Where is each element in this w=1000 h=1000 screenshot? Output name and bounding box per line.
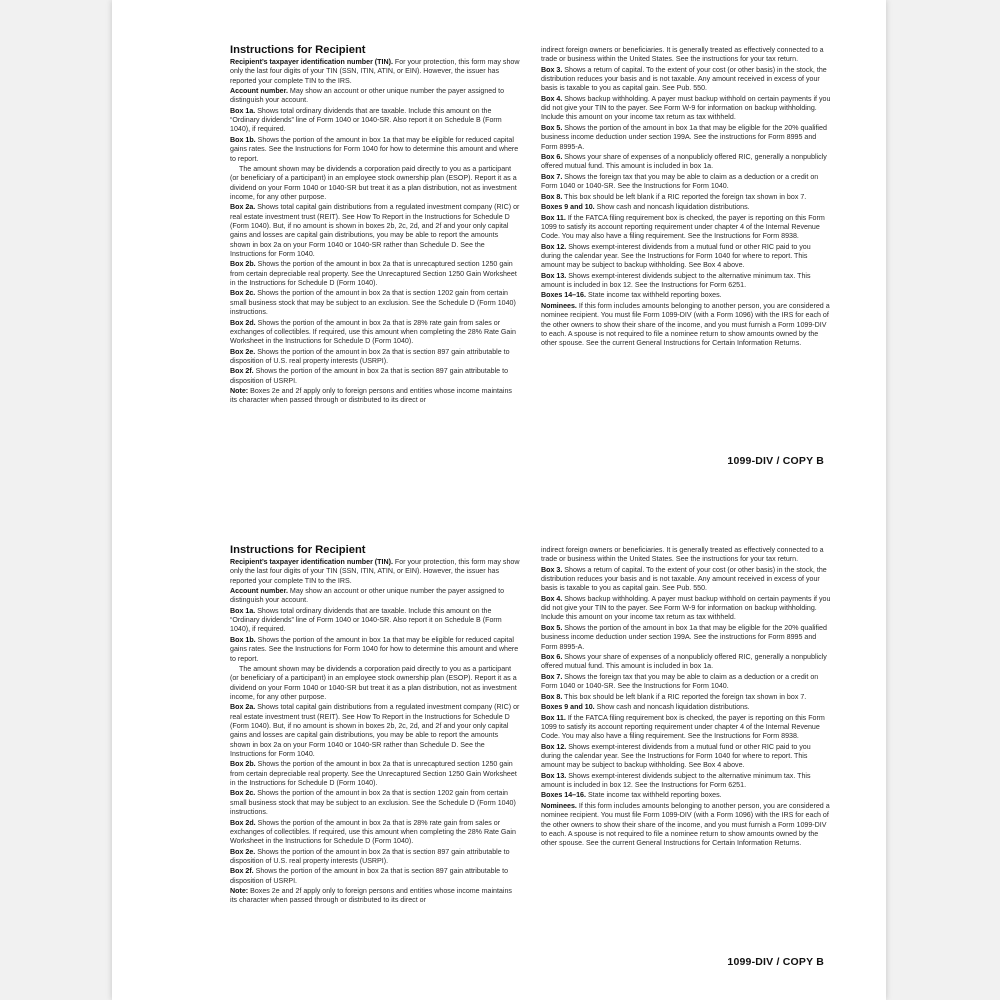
instructions-copy-bottom [230,544,831,994]
paragraph-label: Box 2b. [230,760,256,769]
paragraph-label: Box 7. [541,672,563,681]
paragraph-text: Shows the portion of the amount in box 1a that may be eligible for reduced capital gains rates. See the Instructions for Form 1040 for how to determine this amount and where to report. [230,635,519,663]
instruction-paragraph [541,714,831,742]
paragraph-label: Box 2d. [230,818,256,827]
paragraph-text: Shows exempt-interest dividends from a mutual fund or other RIC paid to you during the calendar year. See the Instructions for Form 1040 for where to report. This amount may be subject to backup withholding. See Box 4 above. [541,742,811,770]
paragraph-text: Shows the portion of the amount in box 1a that may be eligible for reduced capital gains rates. See the Instructions for Form 1040 for how to determine this amount and where to report. [230,135,519,163]
instruction-paragraph [541,693,831,702]
paragraph-label: Box 12. [541,242,567,251]
paragraph-label: Box 8. [541,692,563,701]
instruction-paragraph [230,558,520,586]
instruction-paragraph [230,348,520,367]
paragraph-label: Account number. [230,87,288,96]
paragraph-text: Shows your share of expenses of a nonpublicly offered RIC, generally a nonpublicly offered mutual fund. This amount is included in box 1a. [541,153,827,171]
instruction-paragraph [541,95,831,123]
instruction-paragraph [230,387,520,406]
instruction-paragraph [541,566,831,594]
paragraph-label: Box 12. [541,742,567,751]
paragraph-label: Box 13. [541,771,567,780]
paragraph-text: Shows the portion of the amount in box 2a that is unrecaptured section 1250 gain from certain depreciable real property. See the Unrecaptured Section 1250 Gain Worksheet in the Instructions for Schedule D (Form 1040). [230,260,517,287]
instruction-paragraph [541,624,831,652]
paragraph-text: Shows a return of capital. To the extent of your cost (or other basis) in the stock, the distribution reduces your basis and is not taxable. Any amount received in excess of your basis is taxable to you as capital gain. See Pub. 550. [541,565,827,593]
paragraph-label: Boxes 14–16. [541,791,586,800]
paragraph-text: Shows the portion of the amount in box 1a that may be eligible for the 20% qualified business income deduction under section 199A. See the instructions for Form 8995 and Form 8995-A. [541,123,827,151]
right-paragraphs [541,546,831,848]
paragraph-text: Boxes 2e and 2f apply only to foreign persons and entities whose income maintains its character when passed through or distributed to its direct or [230,887,512,905]
instruction-paragraph [230,319,520,347]
paragraph-text: The amount shown may be dividends a corporation paid directly to you as a participant (or beneficiary of a participant) in an employee stock ownership plan (ESOP). Report it as a dividend on your Form 1040 or 1040-SR but treat it as a plan distribution, not as investment income, for any other purpose. [230,665,517,701]
paragraph-text: This box should be left blank if a RIC reported the foreign tax shown in box 7. [562,692,807,701]
instruction-paragraph [230,703,520,759]
paragraph-text: Shows the portion of the amount in box 2a that is section 897 gain attributable to disposition of U.S. real property interests (USRPI). [230,347,510,365]
paragraph-text: Shows the portion of the amount in box 2a that is 28% rate gain from sales or exchanges of collectibles. If required, use this amount when completing the 28% Rate Gain Worksheet in the Instructions for Schedule D (Form 1040). [230,318,516,346]
paragraph-label: Box 3. [541,565,563,574]
paragraph-label: Box 2f. [230,367,254,376]
paragraph-text: If this form includes amounts belonging to another person, you are considered a nominee recipient. You must file Form 1099-DIV (with a Form 1096) with the IRS for each of the other owners to show their share of the income, and you must furnish a Form 1099-DIV to each. A spouse is not required to file a nominee return to show amounts owned by the other spouse. See the current General Instructions for Certain Information Returns. [541,301,830,348]
left-column [230,44,520,407]
instruction-paragraph [541,772,831,791]
instruction-paragraph [541,673,831,692]
instruction-paragraph [541,743,831,771]
instruction-paragraph [230,636,520,664]
left-paragraphs [230,558,520,906]
paragraph-label: Note: [230,387,249,396]
paragraph-text: Shows the portion of the amount in box 2a that is unrecaptured section 1250 gain from certain depreciable real property. See the Unrecaptured Section 1250 Gain Worksheet in the Instructions for Schedule D (Form 1040). [230,760,517,787]
paragraph-text: Shows backup withholding. A payer must backup withhold on certain payments if you did not give your TIN to the payer. See Form W-9 for information on backup withholding. Include this amount on your income tax return as tax withheld. [541,94,831,122]
instruction-paragraph [230,887,520,906]
paragraph-label: Box 7. [541,172,563,181]
right-paragraphs [541,46,831,348]
instruction-paragraph [541,802,831,848]
paragraph-text: Show cash and noncash liquidation distributions. [594,203,750,212]
paragraph-label: Box 4. [541,94,563,103]
instruction-paragraph [230,367,520,386]
paragraph-text: Shows the portion of the amount in box 2a that is section 1202 gain from certain small business stock that may be subject to an exclusion. See the Schedule D (Form 1040) instructions. [230,789,516,817]
instruction-paragraph [541,214,831,242]
paragraph-label: Box 2d. [230,318,256,327]
paragraph-text: Shows the foreign tax that you may be able to claim as a deduction or a credit on Form 1040 or 1040-SR. See the Instructions for Form 1040. [541,672,819,691]
left-column [230,544,520,907]
paragraph-text: Shows exempt-interest dividends subject to the alternative minimum tax. This amount is included in box 12. See the Instructions for Form 6251. [541,271,811,289]
paragraph-text: indirect foreign owners or beneficiaries. It is generally treated as effectively connected to a trade or business within the United States. See the instructions for your tax return. [541,546,824,564]
paragraph-text: Shows total ordinary dividends that are taxable. Include this amount on the “Ordinary dividends” line of Form 1040 or 1040-SR. Also report it on Schedule B (Form 1040), if required. [230,106,502,134]
paragraph-text: Shows the portion of the amount in box 2a that is section 897 gain attributable to disposition of USRPI. [230,367,509,385]
paragraph-text: Shows exempt-interest dividends from a mutual fund or other RIC paid to you during the calendar year. See the Instructions for Form 1040 for where to report. This amount may be subject to backup withholding. See Box 4 above. [541,242,811,270]
instruction-paragraph [541,173,831,192]
instruction-paragraph [230,136,520,164]
paragraph-text: State income tax withheld reporting boxes. [585,291,722,300]
instruction-paragraph [230,165,520,202]
paragraph-text: The amount shown may be dividends a corporation paid directly to you as a participant (or beneficiary of a participant) in an employee stock ownership plan (ESOP). Report it as a dividend on your Form 1040 or 1040-SR but treat it as a plan distribution, not as investment income, for any other purpose. [230,165,517,201]
instruction-paragraph [230,819,520,847]
paragraph-text: Boxes 2e and 2f apply only to foreign persons and entities whose income maintains its character when passed through or distributed to its direct or [230,387,512,405]
instruction-paragraph [230,289,520,317]
instructions-copy-top [230,44,831,494]
paragraph-label: Box 5. [541,623,563,632]
form-copy-label: 1099-DIV / COPY B [727,956,824,968]
instruction-paragraph [230,665,520,702]
paragraph-text: Shows the portion of the amount in box 2a that is section 897 gain attributable to disposition of U.S. real property interests (USRPI). [230,847,510,865]
paragraph-label: Box 5. [541,123,563,132]
paragraph-text: Shows the portion of the amount in box 2a that is section 897 gain attributable to disposition of USRPI. [230,867,509,885]
paragraph-label: Box 6. [541,653,563,662]
paragraph-label: Box 1a. [230,606,256,615]
instruction-paragraph [230,760,520,788]
paragraph-text: This box should be left blank if a RIC reported the foreign tax shown in box 7. [562,192,807,201]
paragraph-text: Shows the portion of the amount in box 1a that may be eligible for the 20% qualified business income deduction under section 199A. See the instructions for Form 8995 and Form 8995-A. [541,623,827,651]
instruction-paragraph [541,291,831,300]
paragraph-label: Box 2c. [230,289,256,298]
instruction-paragraph [230,203,520,259]
paragraph-label: Box 6. [541,153,563,162]
paragraph-label: Box 11. [541,213,566,222]
paragraph-label: Box 2a. [230,203,256,212]
instruction-paragraph [541,193,831,202]
instruction-paragraph [541,203,831,212]
instruction-paragraph [541,302,831,348]
instruction-paragraph [541,791,831,800]
paragraph-label: Boxes 14–16. [541,291,586,300]
paragraph-label: Box 8. [541,192,563,201]
paragraph-label: Box 2e. [230,347,256,356]
instruction-paragraph [541,546,831,565]
instruction-paragraph [541,272,831,291]
paragraph-text: If this form includes amounts belonging to another person, you are considered a nominee recipient. You must file Form 1099-DIV (with a Form 1096) with the IRS for each of the other owners to show their share of the income, and you must furnish a Form 1099-DIV to each. A spouse is not required to file a nominee return to show amounts owned by the other spouse. See the current General Instructions for Certain Information Returns. [541,801,830,848]
paragraph-label: Box 3. [541,65,563,74]
paragraph-text: Shows the foreign tax that you may be able to claim as a deduction or a credit on Form 1040 or 1040-SR. See the Instructions for Form 1040. [541,172,819,191]
paragraph-label: Box 1a. [230,106,256,115]
paragraph-text: Shows total capital gain distributions from a regulated investment company (RIC) or real estate investment trust (REIT). See How To Report in the Instructions for Schedule D (Form 1040). But, if no amount is shown in boxes 2b, 2c, 2d, and 2f and your only capital gains and losses are capital gain distributions, you may be able to report the amounts shown in box 2a on your Form 1040 or 1040-SR rather than Schedule D. See the Instructions for Form 1040. [230,703,520,758]
paragraph-text: For your protection, this form may show only the last four digits of your TIN (SSN, ITIN, ATIN, or EIN). However, the issuer has reported your complete TIN to the IRS. [230,58,520,85]
form-copy-label: 1099-DIV / COPY B [727,455,824,467]
paragraph-label: Nominees. [541,801,577,810]
instructions-title: Instructions for Recipient [230,44,366,56]
instruction-paragraph [541,66,831,94]
instruction-paragraph [230,607,520,635]
paragraph-text: indirect foreign owners or beneficiaries. It is generally treated as effectively connected to a trade or business within the United States. See the instructions for your tax return. [541,46,824,64]
paragraph-label: Box 2a. [230,703,256,712]
paragraph-label: Box 4. [541,594,563,603]
instruction-paragraph [230,260,520,288]
paragraph-text: Shows a return of capital. To the extent of your cost (or other basis) in the stock, the distribution reduces your basis and is not taxable. Any amount received in excess of your basis is taxable to you as capital gain. See Pub. 550. [541,65,827,93]
paragraph-label: Note: [230,887,249,896]
paragraph-label: Account number. [230,587,288,596]
instruction-paragraph [230,87,520,106]
paragraph-label: Nominees. [541,301,577,310]
instruction-paragraph [541,653,831,672]
paragraph-text: If the FATCA filing requirement box is checked, the payer is reporting on this Form 1099 to satisfy its account reporting requirement under chapter 4 of the Internal Revenue Code. You may also have a filing requirement. See the Instructions for Form 8938. [541,213,825,241]
paragraph-text: May show an account or other unique number the payer assigned to distinguish your account. [230,587,505,605]
left-paragraphs [230,58,520,406]
instruction-paragraph [541,243,831,271]
paragraph-text: May show an account or other unique number the payer assigned to distinguish your account. [230,87,505,105]
paragraph-text: Shows the portion of the amount in box 2a that is section 1202 gain from certain small business stock that may be subject to an exclusion. See the Schedule D (Form 1040) instructions. [230,289,516,317]
instructions-title: Instructions for Recipient [230,544,366,556]
paragraph-text: Shows backup withholding. A payer must backup withhold on certain payments if you did not give your TIN to the payer. See Form W-9 for information on backup withholding. Include this amount on your income tax return as tax withheld. [541,594,831,622]
paragraph-label: Box 2c. [230,789,256,798]
paragraph-label: Box 2e. [230,847,256,856]
instruction-paragraph [541,703,831,712]
instruction-paragraph [541,46,831,65]
instruction-paragraph [230,848,520,867]
instruction-paragraph [230,587,520,606]
paragraph-text: For your protection, this form may show only the last four digits of your TIN (SSN, ITIN, ATIN, or EIN). However, the issuer has reported your complete TIN to the IRS. [230,558,520,585]
instruction-paragraph [541,153,831,172]
paragraph-text: If the FATCA filing requirement box is checked, the payer is reporting on this Form 1099 to satisfy its account reporting requirement under chapter 4 of the Internal Revenue Code. You may also have a filing requirement. See the Instructions for Form 8938. [541,713,825,741]
paragraph-text: Show cash and noncash liquidation distributions. [594,703,750,712]
paragraph-text: Shows total ordinary dividends that are taxable. Include this amount on the “Ordinary dividends” line of Form 1040 or 1040-SR. Also report it on Schedule B (Form 1040), if required. [230,606,502,634]
instruction-paragraph [230,789,520,817]
instruction-paragraph [541,124,831,152]
paragraph-text: Shows your share of expenses of a nonpublicly offered RIC, generally a nonpublicly offered mutual fund. This amount is included in box 1a. [541,653,827,671]
paragraph-label: Box 1b. [230,135,256,144]
paragraph-label: Box 2b. [230,260,256,269]
paragraph-text: Shows total capital gain distributions from a regulated investment company (RIC) or real estate investment trust (REIT). See How To Report in the Instructions for Schedule D (Form 1040). But, if no amount is shown in boxes 2b, 2c, 2d, and 2f and your only capital gains and losses are capital gain distributions, you may be able to report the amounts shown in box 2a on your Form 1040 or 1040-SR rather than Schedule D. See the Instructions for Form 1040. [230,203,520,258]
paragraph-label: Box 1b. [230,635,256,644]
paragraph-label: Recipient’s taxpayer identification number (TIN). [230,558,393,566]
instruction-paragraph [230,107,520,135]
instruction-paragraph [230,867,520,886]
paragraph-label: Boxes 9 and 10. [541,203,595,212]
paragraph-label: Boxes 9 and 10. [541,703,595,712]
paragraph-label: Box 13. [541,271,567,280]
instruction-paragraph [541,595,831,623]
paragraph-label: Recipient’s taxpayer identification number (TIN). [230,58,393,66]
paragraph-label: Box 11. [541,713,566,722]
paragraph-text: Shows exempt-interest dividends subject to the alternative minimum tax. This amount is included in box 12. See the Instructions for Form 6251. [541,771,811,789]
paragraph-label: Box 2f. [230,867,254,876]
right-column [541,546,831,850]
instruction-paragraph [230,58,520,86]
right-column [541,46,831,350]
paragraph-text: State income tax withheld reporting boxes. [585,791,722,800]
paragraph-text: Shows the portion of the amount in box 2a that is 28% rate gain from sales or exchanges of collectibles. If required, use this amount when completing the 28% Rate Gain Worksheet in the Instructions for Schedule D (Form 1040). [230,818,516,846]
